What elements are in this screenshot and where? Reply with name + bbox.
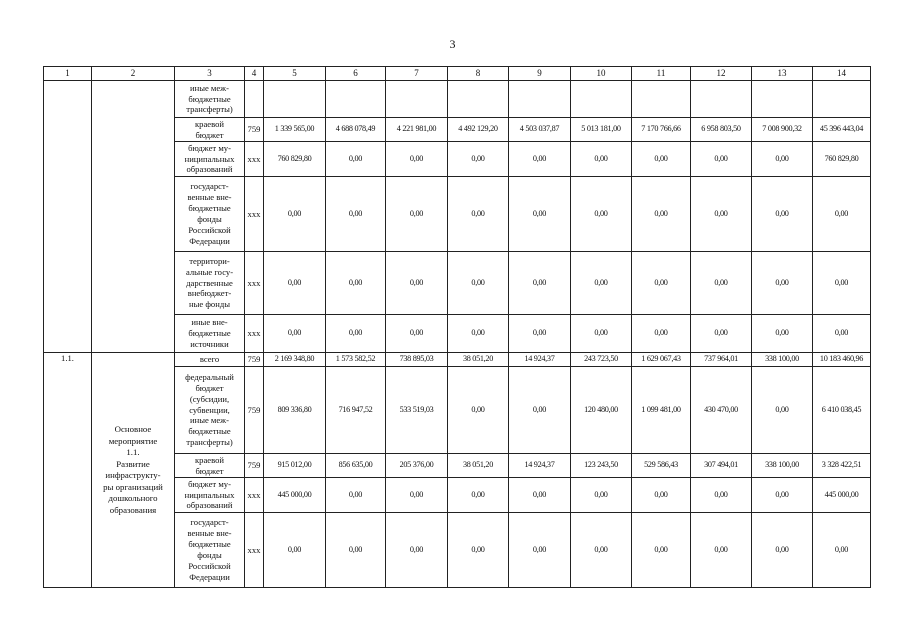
amount-cell: 0,00 bbox=[691, 142, 752, 177]
funding-source-cell: бюджет му- ниципальных образований bbox=[175, 478, 245, 513]
amount-cell: 0,00 bbox=[571, 177, 632, 252]
amount-cell: 0,00 bbox=[571, 315, 632, 353]
amount-cell: 0,00 bbox=[386, 513, 448, 588]
amount-cell: 10 183 460,96 bbox=[813, 353, 871, 367]
amount-cell: 0,00 bbox=[752, 513, 813, 588]
funding-source-cell: государст- венные вне- бюджетные фонды Российской Федерации bbox=[175, 513, 245, 588]
amount-cell: 4 688 078,49 bbox=[326, 118, 386, 142]
amount-cell: 0,00 bbox=[326, 315, 386, 353]
funding-source-cell: государст- венные вне- бюджетные фонды Российской Федерации bbox=[175, 177, 245, 252]
funding-source-cell: краевой бюджет bbox=[175, 454, 245, 478]
amount-cell: 7 008 900,32 bbox=[752, 118, 813, 142]
amount-cell: 6 958 803,50 bbox=[691, 118, 752, 142]
amount-cell: 123 243,50 bbox=[571, 454, 632, 478]
amount-cell: 0,00 bbox=[326, 142, 386, 177]
column-header-12: 12 bbox=[691, 67, 752, 81]
amount-cell: 4 503 037,87 bbox=[509, 118, 571, 142]
amount-cell: 738 895,03 bbox=[386, 353, 448, 367]
amount-cell: 0,00 bbox=[509, 142, 571, 177]
column-header-13: 13 bbox=[752, 67, 813, 81]
amount-cell: 0,00 bbox=[448, 142, 509, 177]
table-row bbox=[44, 81, 871, 118]
amount-cell: 0,00 bbox=[386, 315, 448, 353]
amount-cell: 0,00 bbox=[813, 513, 871, 588]
amount-cell: 0,00 bbox=[632, 177, 691, 252]
amount-cell: 0,00 bbox=[632, 142, 691, 177]
amount-cell: 915 012,00 bbox=[264, 454, 326, 478]
amount-cell bbox=[691, 81, 752, 118]
amount-cell: 0,00 bbox=[509, 367, 571, 454]
column-header-14: 14 bbox=[813, 67, 871, 81]
amount-cell: 0,00 bbox=[448, 478, 509, 513]
amount-cell: 0,00 bbox=[571, 252, 632, 315]
amount-cell: 45 396 443,04 bbox=[813, 118, 871, 142]
amount-cell: 3 328 422,51 bbox=[813, 454, 871, 478]
amount-cell: 760 829,80 bbox=[264, 142, 326, 177]
amount-cell: 445 000,00 bbox=[813, 478, 871, 513]
amount-cell: 0,00 bbox=[509, 478, 571, 513]
amount-cell: 205 376,00 bbox=[386, 454, 448, 478]
amount-cell: 0,00 bbox=[691, 315, 752, 353]
amount-cell: 4 221 981,00 bbox=[386, 118, 448, 142]
funding-source-cell: бюджет му- ниципальных образований bbox=[175, 142, 245, 177]
amount-cell: 0,00 bbox=[448, 177, 509, 252]
amount-cell: 6 410 038,45 bbox=[813, 367, 871, 454]
amount-cell: 0,00 bbox=[571, 478, 632, 513]
amount-cell: 0,00 bbox=[691, 177, 752, 252]
amount-cell bbox=[509, 81, 571, 118]
funding-source-cell: территори- альные госу- дарственные внебюджет- ные фонды bbox=[175, 252, 245, 315]
amount-cell: 0,00 bbox=[326, 252, 386, 315]
amount-cell: 338 100,00 bbox=[752, 454, 813, 478]
amount-cell: 529 586,43 bbox=[632, 454, 691, 478]
amount-cell: 0,00 bbox=[264, 513, 326, 588]
amount-cell bbox=[571, 81, 632, 118]
amount-cell: 0,00 bbox=[752, 315, 813, 353]
amount-cell: 338 100,00 bbox=[752, 353, 813, 367]
amount-cell: 0,00 bbox=[691, 478, 752, 513]
amount-cell: 0,00 bbox=[752, 252, 813, 315]
amount-cell bbox=[326, 81, 386, 118]
amount-cell: 0,00 bbox=[386, 142, 448, 177]
event-name-cell bbox=[92, 81, 175, 353]
amount-cell: 0,00 bbox=[813, 177, 871, 252]
budget-code-cell: xxx bbox=[245, 142, 264, 177]
amount-cell bbox=[632, 81, 691, 118]
amount-cell: 0,00 bbox=[509, 315, 571, 353]
amount-cell: 1 629 067,43 bbox=[632, 353, 691, 367]
amount-cell: 38 051,20 bbox=[448, 353, 509, 367]
amount-cell: 0,00 bbox=[752, 177, 813, 252]
amount-cell: 0,00 bbox=[509, 513, 571, 588]
amount-cell: 4 492 129,20 bbox=[448, 118, 509, 142]
budget-code-cell: 759 bbox=[245, 454, 264, 478]
funding-source-cell: иные вне- бюджетные источники bbox=[175, 315, 245, 353]
amount-cell: 0,00 bbox=[813, 252, 871, 315]
amount-cell: 14 924,37 bbox=[509, 454, 571, 478]
budget-code-cell: xxx bbox=[245, 478, 264, 513]
amount-cell: 0,00 bbox=[326, 478, 386, 513]
amount-cell: 0,00 bbox=[386, 478, 448, 513]
amount-cell: 5 013 181,00 bbox=[571, 118, 632, 142]
amount-cell: 0,00 bbox=[448, 367, 509, 454]
page-number: 3 bbox=[449, 37, 456, 51]
amount-cell: 0,00 bbox=[448, 513, 509, 588]
budget-code-cell: 759 bbox=[245, 353, 264, 367]
row-number-cell: 1.1. bbox=[44, 353, 92, 588]
amount-cell: 38 051,20 bbox=[448, 454, 509, 478]
amount-cell: 1 339 565,00 bbox=[264, 118, 326, 142]
budget-table bbox=[43, 66, 871, 588]
amount-cell: 0,00 bbox=[571, 142, 632, 177]
amount-cell: 7 170 766,66 bbox=[632, 118, 691, 142]
amount-cell: 0,00 bbox=[264, 177, 326, 252]
amount-cell: 0,00 bbox=[509, 177, 571, 252]
column-header-1: 1 bbox=[44, 67, 92, 81]
amount-cell: 0,00 bbox=[571, 513, 632, 588]
column-header-2: 2 bbox=[92, 67, 175, 81]
budget-code-cell: xxx bbox=[245, 252, 264, 315]
amount-cell: 0,00 bbox=[813, 315, 871, 353]
amount-cell: 0,00 bbox=[632, 315, 691, 353]
amount-cell: 1 099 481,00 bbox=[632, 367, 691, 454]
column-header-10: 10 bbox=[571, 67, 632, 81]
budget-code-cell: xxx bbox=[245, 177, 264, 252]
budget-code-cell: 759 bbox=[245, 118, 264, 142]
funding-source-cell: федеральный бюджет (субсидии, субвенции, иные меж- бюджетные трансферты) bbox=[175, 367, 245, 454]
amount-cell: 0,00 bbox=[632, 513, 691, 588]
table-body bbox=[44, 81, 871, 588]
amount-cell: 0,00 bbox=[691, 513, 752, 588]
amount-cell: 0,00 bbox=[691, 252, 752, 315]
amount-cell: 445 000,00 bbox=[264, 478, 326, 513]
amount-cell: 716 947,52 bbox=[326, 367, 386, 454]
amount-cell: 2 169 348,80 bbox=[264, 353, 326, 367]
amount-cell: 0,00 bbox=[632, 478, 691, 513]
budget-code-cell: xxx bbox=[245, 315, 264, 353]
amount-cell: 760 829,80 bbox=[813, 142, 871, 177]
column-header-6: 6 bbox=[326, 67, 386, 81]
funding-source-cell: всего bbox=[175, 353, 245, 367]
budget-code-cell: xxx bbox=[245, 513, 264, 588]
budget-code-cell bbox=[245, 81, 264, 118]
funding-source-cell: иные меж- бюджетные трансферты) bbox=[175, 81, 245, 118]
amount-cell: 0,00 bbox=[632, 252, 691, 315]
column-header-8: 8 bbox=[448, 67, 509, 81]
column-header-11: 11 bbox=[632, 67, 691, 81]
amount-cell: 0,00 bbox=[752, 478, 813, 513]
budget-code-cell: 759 bbox=[245, 367, 264, 454]
column-header-7: 7 bbox=[386, 67, 448, 81]
amount-cell: 0,00 bbox=[752, 367, 813, 454]
amount-cell: 0,00 bbox=[326, 513, 386, 588]
amount-cell bbox=[752, 81, 813, 118]
amount-cell bbox=[813, 81, 871, 118]
amount-cell: 120 480,00 bbox=[571, 367, 632, 454]
column-header-9: 9 bbox=[509, 67, 571, 81]
amount-cell: 533 519,03 bbox=[386, 367, 448, 454]
column-header-5: 5 bbox=[264, 67, 326, 81]
amount-cell: 737 964,01 bbox=[691, 353, 752, 367]
amount-cell: 0,00 bbox=[386, 177, 448, 252]
amount-cell: 430 470,00 bbox=[691, 367, 752, 454]
amount-cell: 0,00 bbox=[448, 315, 509, 353]
column-header-3: 3 bbox=[175, 67, 245, 81]
amount-cell: 0,00 bbox=[326, 177, 386, 252]
amount-cell: 0,00 bbox=[448, 252, 509, 315]
amount-cell: 856 635,00 bbox=[326, 454, 386, 478]
amount-cell: 809 336,80 bbox=[264, 367, 326, 454]
event-name-cell: Основное мероприятие 1.1. Развитие инфраструкту- ры организаций дошкольного образования bbox=[92, 353, 175, 588]
amount-cell bbox=[448, 81, 509, 118]
amount-cell: 243 723,50 bbox=[571, 353, 632, 367]
amount-cell: 14 924,37 bbox=[509, 353, 571, 367]
amount-cell: 0,00 bbox=[509, 252, 571, 315]
table-row bbox=[44, 353, 871, 367]
amount-cell: 0,00 bbox=[264, 315, 326, 353]
row-number-cell bbox=[44, 81, 92, 353]
amount-cell: 307 494,01 bbox=[691, 454, 752, 478]
funding-source-cell: краевой бюджет bbox=[175, 118, 245, 142]
header-row bbox=[44, 67, 871, 81]
amount-cell: 0,00 bbox=[752, 142, 813, 177]
amount-cell bbox=[386, 81, 448, 118]
amount-cell: 1 573 582,52 bbox=[326, 353, 386, 367]
column-header-4: 4 bbox=[245, 67, 264, 81]
amount-cell bbox=[264, 81, 326, 118]
amount-cell: 0,00 bbox=[264, 252, 326, 315]
amount-cell: 0,00 bbox=[386, 252, 448, 315]
